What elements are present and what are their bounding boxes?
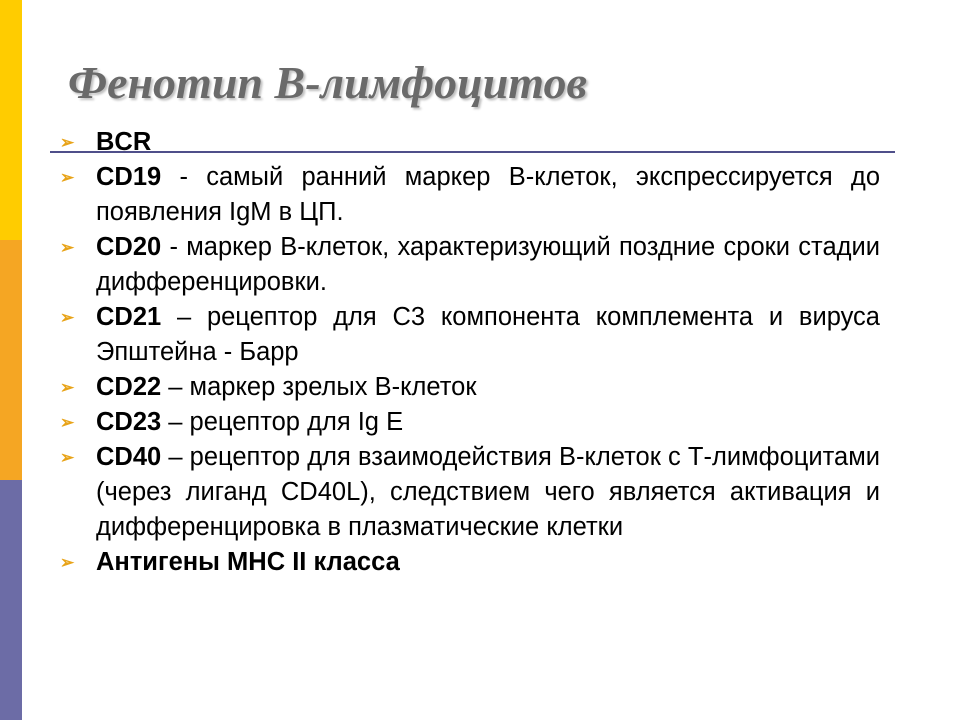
chevron-right-icon: ➢ [60, 448, 75, 467]
bullet-item-cd21 [60, 300, 880, 370]
bullet-text: – маркер зрелых В-клеток [161, 373, 477, 401]
bullet-term: CD19 [96, 163, 162, 191]
chevron-right-icon: ➢ [60, 238, 75, 257]
chevron-right-icon: ➢ [60, 413, 75, 432]
chevron-right-icon: ➢ [60, 133, 75, 152]
accent-bar-orange [0, 240, 22, 480]
bullet-term: Антигены MHC II класса [96, 548, 400, 576]
bullet-item-cd23 [60, 405, 880, 440]
chevron-right-icon: ➢ [60, 378, 75, 397]
chevron-right-icon: ➢ [60, 308, 75, 327]
bullet-term: CD20 [96, 233, 162, 261]
slide-title: Фенотип В-лимфоцитов [68, 57, 588, 108]
bullet-item-bcr [60, 125, 880, 160]
chevron-right-icon: ➢ [60, 168, 75, 187]
bullet-item-cd19 [60, 160, 880, 230]
bullet-term: CD23 [96, 408, 162, 436]
bullet-item-cd22 [60, 370, 880, 405]
bullet-text: – рецептор для С3 компонента комплемента и вируса Эпштейна - Барр [96, 303, 880, 366]
chevron-right-icon: ➢ [60, 553, 75, 572]
bullet-text: - маркер В-клеток, характеризующий поздние сроки стадии дифференцировки. [96, 233, 880, 296]
bullet-term: CD40 [96, 443, 162, 471]
accent-bar-violet [0, 480, 22, 720]
bullet-term: CD21 [96, 303, 162, 331]
bullet-list [60, 125, 880, 580]
left-accent-bar [0, 0, 22, 720]
bullet-text: - самый ранний маркер В-клеток, экспрессируется до появления IgM в ЦП. [96, 163, 880, 226]
bullet-term: BCR [96, 128, 152, 156]
bullet-item-mhc [60, 545, 880, 580]
bullet-term: CD22 [96, 373, 162, 401]
bullet-item-cd40 [60, 440, 880, 545]
accent-bar-yellow [0, 0, 22, 240]
bullet-text: – рецептор для взаимодействия В-клеток с Т-лимфоцитами (через лиганд CD40L), следствием чего является активация и дифференцировка в плазматические клетки [96, 443, 880, 541]
bullet-item-cd20 [60, 230, 880, 300]
bullet-text: – рецептор для Ig E [161, 408, 404, 436]
